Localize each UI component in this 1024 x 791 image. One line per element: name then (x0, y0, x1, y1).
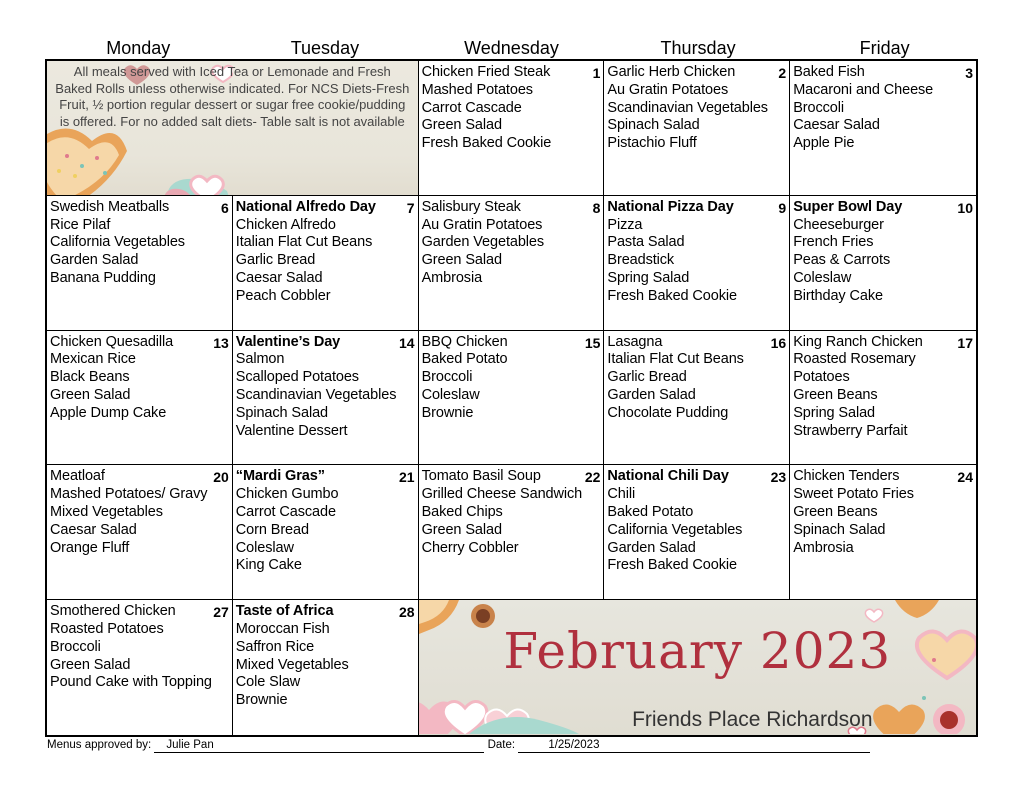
menu-item: Pound Cake with Topping (50, 674, 212, 691)
menu-item: Scalloped Potatoes (235, 369, 359, 386)
menu-item: Scandinavian Vegetables (607, 99, 768, 116)
day-number: 23 (770, 469, 787, 486)
menu-list (47, 465, 232, 557)
menu-item: Caesar Salad (793, 117, 880, 134)
menu-item: Apple Dump Cake (50, 404, 167, 421)
menu-item: Spinach Salad (235, 404, 329, 421)
menu-item: Apple Pie (793, 135, 855, 152)
menu-item: Mashed Potatoes (421, 81, 533, 98)
menu-item: Banana Pudding (50, 269, 156, 286)
menu-item: Garlic Bread (235, 252, 316, 269)
menu-list (233, 196, 418, 306)
menu-item: Grilled Cheese Sandwich (421, 486, 583, 503)
menu-item: Peach Cobbler (235, 287, 331, 304)
menu-item: California Vegetables (607, 521, 743, 538)
day-cell-thursday (604, 61, 790, 196)
day-number: 2 (778, 65, 787, 81)
approval-footer (47, 738, 870, 753)
menu-item: Pizza (607, 216, 643, 233)
menu-calendar-grid (45, 59, 978, 737)
menu-item: Fresh Baked Cookie (607, 287, 737, 304)
day-number: 7 (406, 199, 415, 216)
day-cell-friday (790, 196, 976, 331)
menu-item: Broccoli (421, 369, 473, 386)
menu-item: Brownie (235, 692, 288, 709)
menu-item: Chicken Quesadilla (50, 333, 174, 350)
menu-item: Corn Bread (235, 521, 309, 538)
menu-item: Carrot Cascade (235, 503, 336, 520)
day-number: 20 (213, 469, 229, 486)
month-title: February 2023 (503, 622, 892, 681)
menu-item: Green Salad (50, 656, 131, 673)
menu-item: Green Salad (421, 117, 502, 134)
menu-item: Chili (607, 486, 636, 503)
special-day-title: Valentine’s Day (235, 333, 341, 350)
menu-item: Strawberry Parfait (793, 422, 908, 439)
menu-item: BBQ Chicken (421, 333, 508, 350)
menu-item: Garden Salad (607, 386, 696, 403)
menu-item: Cheeseburger (793, 216, 884, 233)
menu-list (419, 196, 604, 288)
menu-item: California Vegetables (50, 234, 185, 251)
day-cell-tuesday (233, 465, 419, 600)
date-value: 1/25/2023 (518, 738, 870, 753)
menu-item: Birthday Cake (793, 287, 883, 304)
approved-by-label: Menus approved by: (47, 739, 152, 751)
menu-item: Spinach Salad (793, 521, 886, 538)
menu-item: Roasted Rosemary (793, 351, 916, 368)
menu-list (47, 196, 232, 288)
menu-item: Baked Chips (421, 503, 503, 520)
menu-item: Brownie (421, 404, 474, 421)
menu-list (419, 465, 604, 557)
menu-item: Spinach Salad (607, 117, 700, 134)
menu-list (233, 465, 418, 575)
day-cell-monday (47, 331, 233, 466)
day-cell-wednesday (419, 331, 605, 466)
menu-item: Rice Pilaf (50, 216, 111, 233)
menu-item: Lasagna (607, 333, 663, 350)
menu-list (419, 61, 604, 153)
menu-item: Macaroni and Cheese (793, 81, 934, 98)
day-number: 6 (221, 199, 229, 216)
menu-item: Green Beans (793, 503, 878, 520)
menu-item: Peas & Carrots (793, 252, 891, 269)
day-cell-friday (790, 331, 976, 466)
weekday-header-tuesday: Tuesday (290, 38, 360, 58)
menu-item: Mashed Potatoes/ Gravy (50, 486, 208, 503)
menu-item: Moroccan Fish (235, 620, 330, 637)
menu-item: Roasted Potatoes (50, 620, 164, 637)
weekday-header-wednesday: Wednesday (464, 38, 559, 58)
menu-item: Spring Salad (607, 269, 690, 286)
day-cell-tuesday (233, 600, 419, 735)
menu-item: Pasta Salad (607, 234, 685, 251)
weekday-header-row (45, 38, 978, 59)
menu-item: Caesar Salad (50, 521, 137, 538)
meal-policy-note: All meals served with Iced Tea or Lemonade and Fresh Baked Rolls unless otherwise indicated. For NCS Diets-Fresh Fruit, ½ portion regular dessert or sugar free cookie/pudding is offered. For no added salt diets- Table salt is not available (55, 64, 410, 129)
day-cell-monday (47, 465, 233, 600)
menu-item: Green Salad (50, 386, 131, 403)
menu-list (604, 331, 789, 423)
day-cell-monday (47, 600, 233, 735)
weekday-header-thursday: Thursday (660, 38, 736, 58)
day-cell-friday (790, 465, 976, 600)
menu-item: Italian Flat Cut Beans (235, 234, 373, 251)
day-number: 14 (399, 334, 415, 351)
menu-item: Carrot Cascade (421, 99, 522, 116)
menu-item: Garden Salad (607, 539, 696, 556)
menu-item: Coleslaw (793, 269, 852, 286)
menu-item: Saffron Rice (235, 638, 315, 655)
menu-list (233, 331, 418, 441)
menu-item: Ambrosia (421, 269, 483, 286)
menu-list (790, 465, 976, 557)
menu-list (419, 331, 604, 423)
menu-item: Salmon (235, 351, 285, 368)
weekday-header-monday: Monday (106, 38, 171, 58)
day-cell-tuesday (233, 196, 419, 331)
menu-item: Salisbury Steak (421, 198, 521, 215)
day-cell-monday (47, 196, 233, 331)
menu-item: Valentine Dessert (235, 422, 348, 439)
day-number: 15 (584, 334, 601, 351)
day-number: 16 (770, 334, 787, 351)
menu-item: Chocolate Pudding (607, 404, 729, 421)
weekday-header-friday: Friday (859, 38, 910, 58)
menu-list (790, 196, 976, 306)
menu-item: King Ranch Chicken (793, 333, 923, 350)
menu-item: Garden Vegetables (421, 234, 545, 251)
day-number: 28 (399, 604, 415, 621)
day-number: 1 (592, 65, 601, 81)
menu-item: Au Gratin Potatoes (607, 81, 729, 98)
special-day-title: National Chili Day (607, 468, 729, 485)
day-cell-thursday (604, 196, 790, 331)
menu-item: Broccoli (793, 99, 844, 116)
meal-note-cell (47, 61, 419, 196)
menu-item: Pistachio Fluff (607, 135, 697, 152)
menu-item: Italian Flat Cut Beans (607, 351, 744, 368)
menu-item: Meatloaf (50, 468, 105, 485)
approved-by-value: Julie Pan (154, 738, 484, 753)
menu-item: Swedish Meatballs (50, 198, 170, 215)
day-cell-wednesday (419, 465, 605, 600)
menu-item: Coleslaw (421, 386, 480, 403)
day-number: 27 (213, 604, 229, 621)
menu-item: Chicken Gumbo (235, 486, 339, 503)
special-day-title: “Mardi Gras” (235, 468, 325, 485)
date-label: Date: (487, 739, 516, 751)
day-cell-thursday (604, 331, 790, 466)
special-day-title: Taste of Africa (235, 603, 334, 620)
menu-item: Baked Potato (421, 351, 508, 368)
menu-item: Chicken Tenders (793, 468, 900, 485)
facility-name: Friends Place Richardson (632, 708, 873, 732)
day-number: 3 (965, 65, 973, 81)
menu-item: Mixed Vegetables (50, 503, 163, 520)
menu-list (790, 61, 976, 153)
menu-item: Breadstick (607, 252, 675, 269)
day-number: 22 (584, 469, 601, 486)
menu-item: Ambrosia (793, 539, 854, 556)
menu-item: Garlic Herb Chicken (607, 64, 736, 80)
day-cell-wednesday (419, 196, 605, 331)
menu-item: Spring Salad (793, 404, 876, 421)
menu-item: Chicken Alfredo (235, 216, 336, 233)
menu-item: Sweet Potato Fries (793, 486, 914, 503)
day-number: 21 (399, 469, 415, 486)
menu-item: Green Salad (421, 521, 502, 538)
month-banner (419, 600, 976, 735)
menu-item: Green Beans (793, 386, 878, 403)
menu-item: Broccoli (50, 638, 101, 655)
day-number: 17 (957, 334, 973, 351)
menu-list (790, 331, 976, 441)
menu-item: Garlic Bread (607, 369, 687, 386)
menu-item: Black Beans (50, 369, 130, 386)
special-day-title: National Pizza Day (607, 198, 734, 215)
menu-list (47, 331, 232, 423)
day-number: 9 (778, 199, 787, 216)
day-cell-wednesday (419, 61, 605, 196)
menu-item: Coleslaw (235, 539, 294, 556)
menu-item: Cole Slaw (235, 674, 301, 691)
special-day-title: National Alfredo Day (235, 198, 376, 215)
menu-item: Smothered Chicken (50, 603, 176, 620)
menu-item: Mixed Vegetables (235, 656, 349, 673)
menu-list (604, 465, 789, 575)
menu-list (47, 600, 232, 692)
menu-item: Orange Fluff (50, 539, 130, 556)
menu-item: King Cake (235, 557, 302, 574)
special-day-title: Super Bowl Day (793, 198, 903, 215)
menu-list (604, 196, 789, 306)
day-number: 24 (957, 469, 973, 486)
menu-item: Caesar Salad (235, 269, 323, 286)
menu-item: French Fries (793, 234, 874, 251)
menu-item: Tomato Basil Soup (421, 468, 541, 485)
day-number: 10 (957, 199, 973, 216)
menu-list (604, 61, 789, 153)
menu-item: Cherry Cobbler (421, 539, 519, 556)
menu-item: Baked Fish (793, 64, 865, 80)
menu-item: Green Salad (421, 252, 502, 269)
menu-item: Fresh Baked Cookie (421, 135, 552, 152)
menu-item: Mexican Rice (50, 351, 136, 368)
menu-item: Au Gratin Potatoes (421, 216, 543, 233)
menu-item: Chicken Fried Steak (421, 64, 551, 80)
menu-item: Fresh Baked Cookie (607, 557, 737, 574)
menu-list (233, 600, 418, 710)
day-cell-thursday (604, 465, 790, 600)
menu-item: Scandinavian Vegetables (235, 386, 397, 403)
menu-item: Baked Potato (607, 503, 694, 520)
menu-item: Potatoes (793, 369, 850, 386)
day-number: 8 (592, 199, 601, 216)
day-number: 13 (213, 334, 229, 351)
day-cell-friday (790, 61, 976, 196)
menu-item: Garden Salad (50, 252, 139, 269)
day-cell-tuesday (233, 331, 419, 466)
